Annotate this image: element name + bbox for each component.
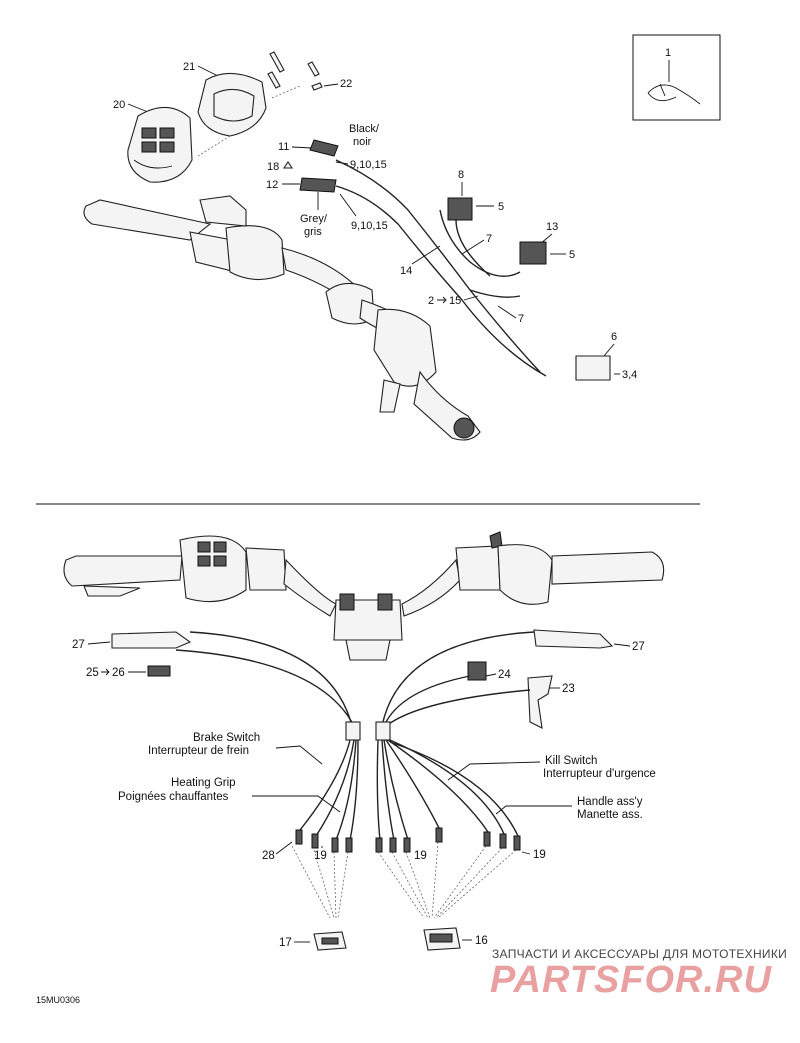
label-kill-switch: Kill Switch	[545, 755, 598, 767]
callout-12: 12	[266, 179, 279, 191]
callout-11: 11	[278, 141, 290, 153]
callout-19-b: 19	[414, 850, 427, 862]
callout-14: 14	[400, 265, 413, 277]
callout-13: 13	[546, 221, 559, 233]
terminal-pins	[296, 828, 520, 852]
callout-9-10-15-b: 9,10,15	[351, 220, 388, 232]
label-black: Black/	[349, 123, 379, 135]
bracket-24	[468, 662, 486, 680]
callout-6: 6	[611, 331, 618, 343]
bracket-23	[528, 676, 552, 728]
label-noir: noir	[353, 136, 372, 148]
callout-2: 2	[428, 295, 435, 307]
watermark-tagline: ЗАПЧАСТИ И АКСЕССУАРЫ ДЛЯ МОТОТЕХНИКИ	[492, 947, 788, 961]
callout-5-b: 5	[569, 249, 576, 261]
callout-15: 15	[449, 295, 462, 307]
inset-box-part-1	[633, 35, 720, 120]
label-brake-switch: Brake Switch	[193, 732, 261, 744]
connector-6	[576, 356, 610, 380]
callout-5-a: 5	[498, 201, 505, 213]
label-grey: Grey/	[300, 213, 327, 225]
callout-1: 1	[665, 47, 672, 59]
label-kill-switch-fr: Interrupteur d'urgence	[543, 768, 656, 780]
callout-16: 16	[475, 935, 488, 947]
label-heating-grip: Heating Grip	[171, 777, 236, 789]
terminal-icon	[284, 162, 292, 168]
callout-7-b: 7	[518, 313, 525, 325]
callout-27-left: 27	[72, 639, 85, 651]
screws	[268, 52, 322, 90]
callout-25: 25	[86, 667, 99, 679]
switch-assembly-20	[128, 107, 192, 182]
callout-9-10-15-a: 9,10,15	[350, 159, 387, 171]
callout-21: 21	[183, 61, 196, 73]
handlebar-upper	[84, 196, 480, 440]
label-brake-switch-fr: Interrupteur de frein	[148, 745, 250, 757]
callout-17: 17	[279, 937, 292, 949]
callout-19-a: 19	[314, 850, 327, 862]
callout-19-c: 19	[533, 849, 546, 861]
callout-20: 20	[113, 99, 126, 111]
arrow-icon	[437, 297, 446, 303]
callout-18: 18	[267, 161, 280, 173]
figure-code: 15MU0306	[36, 995, 81, 1005]
callout-8: 8	[458, 169, 465, 181]
callout-7-a: 7	[486, 233, 493, 245]
label-heating-grip-fr: Poignées chauffantes	[118, 791, 229, 803]
label-handle-assy: Handle ass'y	[577, 796, 643, 808]
connector-grey	[300, 178, 336, 192]
arrow-icon-2	[101, 669, 109, 675]
label-handle-assy-fr: Manette ass.	[577, 809, 643, 821]
connector-13	[520, 242, 546, 264]
callout-27-right: 27	[632, 641, 645, 653]
callout-3-4: 3,4	[622, 369, 638, 381]
callout-28: 28	[262, 850, 275, 862]
watermark-logo: PARTSFOR.RU	[490, 959, 772, 1001]
connector-8	[448, 198, 472, 220]
callout-23: 23	[562, 683, 575, 695]
wiring-harness-upper	[336, 160, 546, 376]
callout-22: 22	[340, 78, 353, 90]
label-gris: gris	[304, 226, 322, 238]
callout-24: 24	[498, 669, 511, 681]
connector-black	[310, 140, 338, 156]
callout-26: 26	[112, 667, 125, 679]
sensor-connector	[148, 666, 170, 676]
